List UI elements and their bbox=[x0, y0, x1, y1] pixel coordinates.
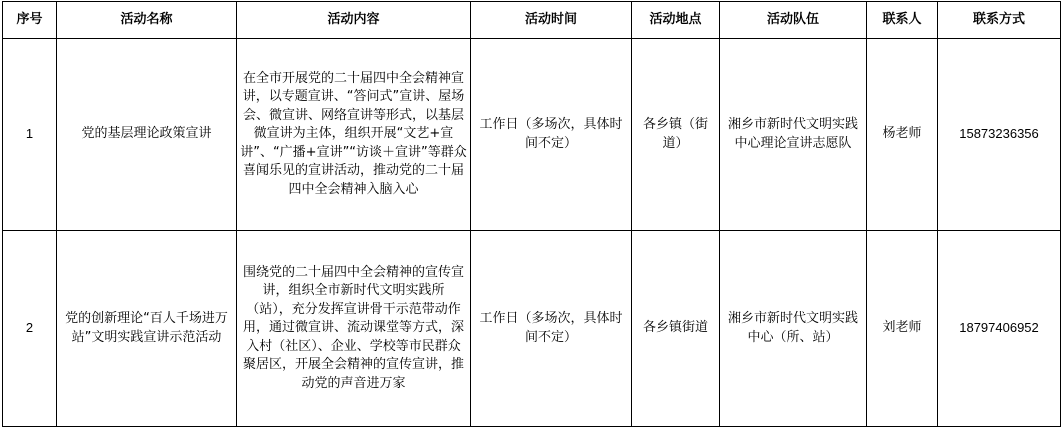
activity-content: 围绕党的二十届四中全会精神的宣传宣讲，组织全市新时代文明实践所（站），充分发挥宣讲骨干示范带动作用，通过微宣讲、流动课堂等方式，深入村（社区）、企业、学校等市民群众聚居区，开展全会精神的宣传宣讲，推动党的声音进万家 bbox=[237, 231, 471, 427]
header-content: 活动内容 bbox=[237, 2, 471, 39]
activity-team: 湘乡市新时代文明实践中心（所、站） bbox=[720, 231, 867, 427]
header-phone: 联系方式 bbox=[938, 2, 1061, 39]
contact-phone: 18797406952 bbox=[938, 231, 1061, 427]
activity-schedule-table bbox=[2, 1, 1061, 427]
activity-time: 工作日（多场次，具体时间不定） bbox=[471, 39, 632, 231]
header-contact: 联系人 bbox=[867, 2, 938, 39]
activity-time: 工作日（多场次，具体时间不定） bbox=[471, 231, 632, 427]
row-index: 2 bbox=[3, 231, 57, 427]
activity-name: 党的创新理论“百人千场进万站”文明实践宣讲示范活动 bbox=[57, 231, 237, 427]
contact-person: 刘老师 bbox=[867, 231, 938, 427]
activity-team: 湘乡市新时代文明实践中心理论宣讲志愿队 bbox=[720, 39, 867, 231]
activity-content: 在全市开展党的二十届四中全会精神宣讲，以专题宣讲、“答问式”宣讲、屋场会、微宣讲、网络宣讲等形式，以基层微宣讲为主体，组织开展“文艺+宣讲”、“广播+宣讲”“访谈＋宣讲”等群众喜闻乐见的宣讲活动，推动党的二十届四中全会精神入脑入心 bbox=[237, 39, 471, 231]
activity-location: 各乡镇街道 bbox=[632, 231, 720, 427]
header-location: 活动地点 bbox=[632, 2, 720, 39]
contact-phone: 15873236356 bbox=[938, 39, 1061, 231]
table-row bbox=[3, 39, 1061, 231]
header-index: 序号 bbox=[3, 2, 57, 39]
header-team: 活动队伍 bbox=[720, 2, 867, 39]
table-header-row bbox=[3, 2, 1061, 39]
table-row bbox=[3, 231, 1061, 427]
row-index: 1 bbox=[3, 39, 57, 231]
header-time: 活动时间 bbox=[471, 2, 632, 39]
activity-location: 各乡镇（街道） bbox=[632, 39, 720, 231]
header-name: 活动名称 bbox=[57, 2, 237, 39]
contact-person: 杨老师 bbox=[867, 39, 938, 231]
activity-name: 党的基层理论政策宣讲 bbox=[57, 39, 237, 231]
